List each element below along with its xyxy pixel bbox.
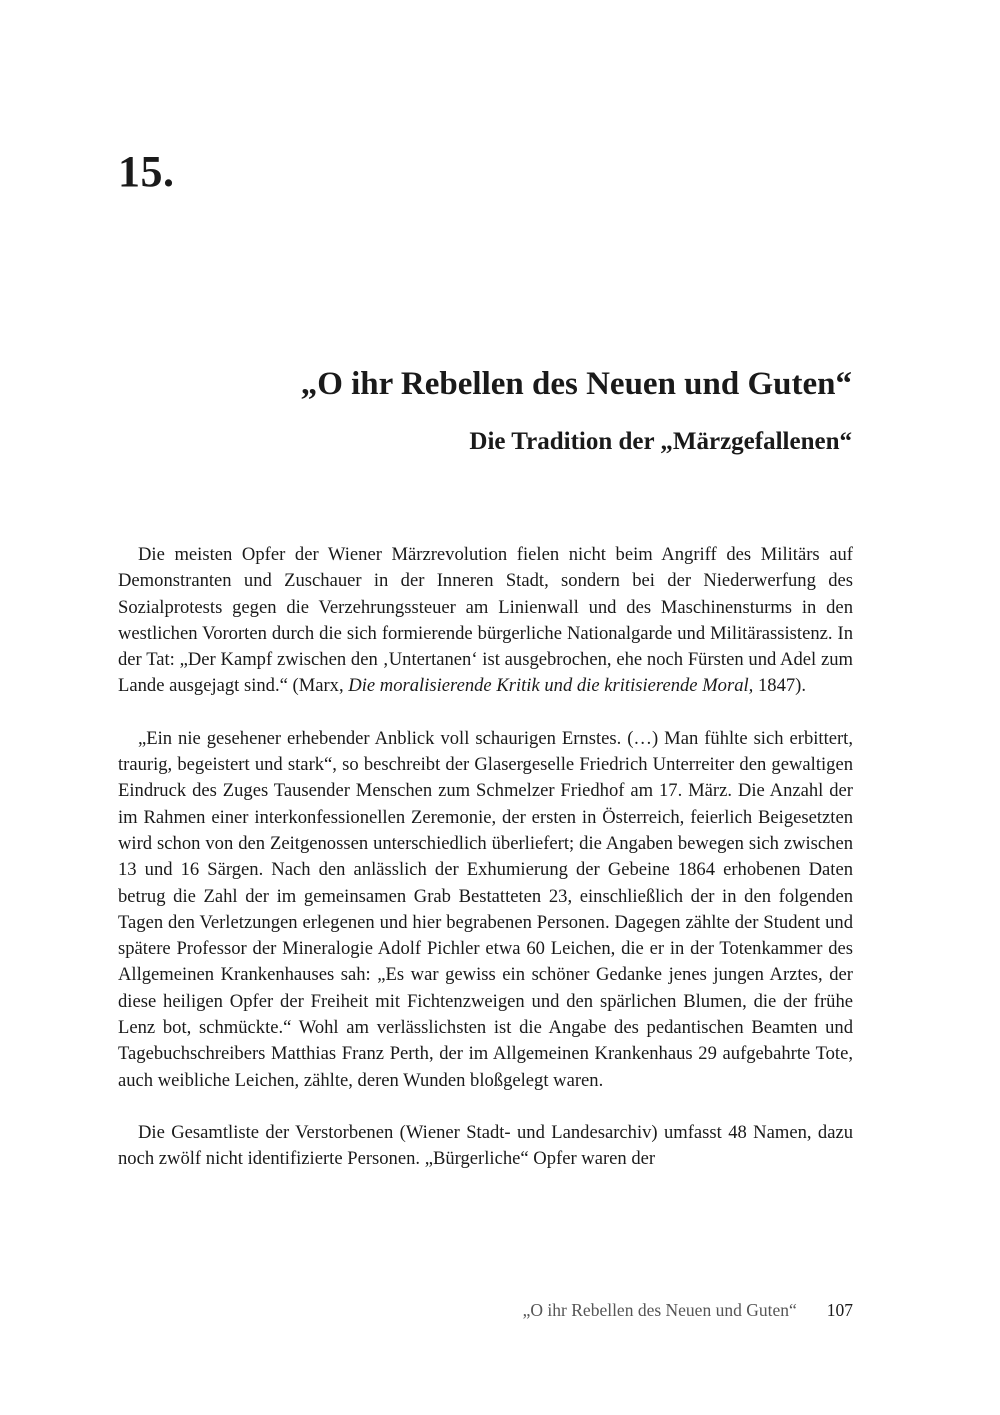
body-text — [118, 542, 853, 1173]
paragraph-1-citation-year: 1847). — [753, 675, 807, 697]
chapter-subtitle: Die Tradition der „Märzgefallenen“ — [469, 428, 852, 455]
page-number: 107 — [826, 1300, 853, 1320]
book-title-citation: Die moralisierende Kritik und die kritisierende Moral, — [348, 675, 754, 697]
chapter-title: „O ihr Rebellen des Neuen und Guten“ — [300, 366, 852, 402]
page-footer — [118, 1300, 853, 1321]
chapter-number: 15. — [118, 147, 175, 196]
paragraph-1 — [118, 542, 853, 700]
paragraph-3: Die Gesamtliste der Verstorbenen (Wiener Stadt- und Landesarchiv) umfasst 48 Namen, dazu noch zwölf nicht identifizierte Personen. „Bürgerliche“ Opfer waren der — [118, 1121, 853, 1170]
paragraph-1-text: Die meisten Opfer der Wiener Märzrevolution fielen nicht beim Angriff des Militärs auf Demonstranten und Zuschauer in der Inneren Stadt, sondern bei der Niederwerfung des Sozialprotests gegen die Verzehrungssteuer am Linienwall und des Maschinensturms in den westlichen Vororten durch die sich formierende bürgerliche Nationalgarde und Militärassistenz. In der Tat: „Der Kampf zwischen den ‚Untertanen‘ ist ausgebrochen, ehe noch Fürsten und Adel zum Lande ausgejagt sind.“ (Marx, — [118, 544, 853, 697]
running-title: „O ihr Rebellen des Neuen und Guten“ — [522, 1300, 797, 1320]
paragraph-2: „Ein nie gesehener erhebender Anblick voll schaurigen Ernstes. (…) Man fühlte sich erbittert, traurig, begeistert und stark“, so beschreibt der Glasergeselle Friedrich Unterreiter den gewaltigen Eindruck des Zuges Tausender Menschen zum Schmelzer Friedhof am 17. März. Die Anzahl der im Rahmen einer interkonfessionellen Zeremonie, der ersten in Österreich, feierlich Beigesetzten wird schon von den Zeitgenossen unterschiedlich überliefert; die Angaben bewegen sich zwischen 13 und 16 Särgen. Nach den anlässlich der Exhumierung der Gebeine 1864 erhobenen Daten betrug die Zahl der im gemeinsamen Grab Bestatteten 23, einschließlich der in den folgenden Tagen den Verletzungen erlegenen und hier begrabenen Personen. Dagegen zählte der Student und spätere Professor der Mineralogie Adolf Pichler etwa 60 Leichen, die er in der Totenkammer des Allgemeinen Krankenhauses sah: „Es war gewiss ein schöner Gedanke jenes jungen Arztes, der diese heiligen Opfer der Freiheit mit Fichtenzweigen und den spärlichen Blumen, die der frühe Lenz bot, schmückte.“ Wohl am verlässlichsten ist die Angabe des pedantischen Beamten und Tagebuchschreibers Matthias Franz Perth, der im Allgemeinen Krankenhaus 29 aufgebahrte Tote, auch weibliche Leichen, zählte, deren Wunden bloßgelegt waren. — [118, 727, 853, 1091]
